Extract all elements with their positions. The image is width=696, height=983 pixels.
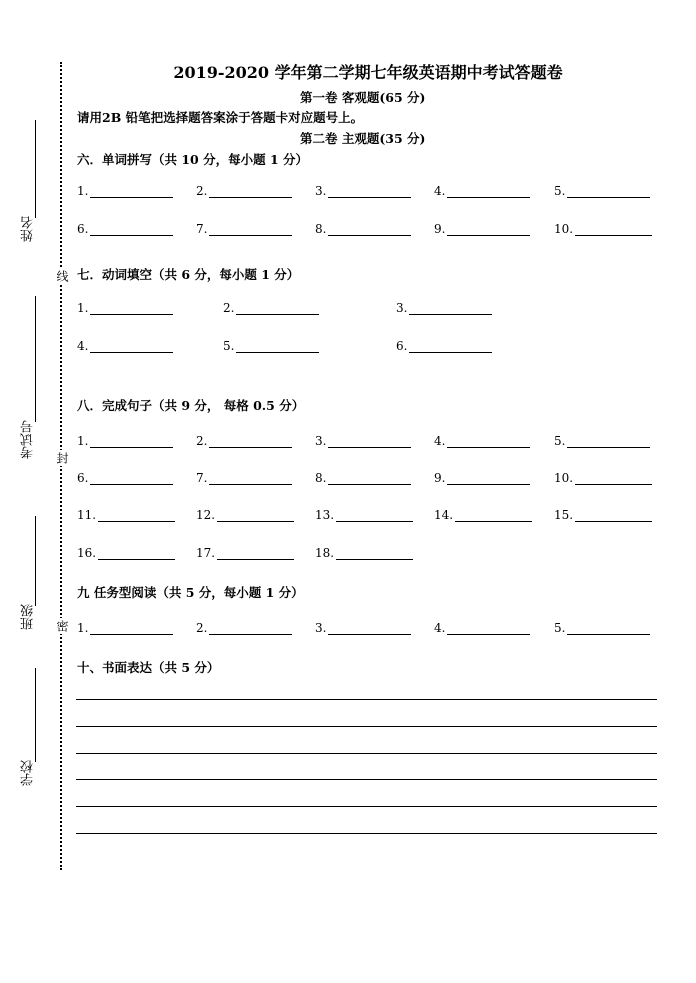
name-field-line (35, 120, 36, 218)
answer-line[interactable] (336, 547, 413, 560)
answer-blank-s8-17[interactable] (196, 546, 294, 560)
answer-blank-s8-6[interactable] (77, 471, 173, 485)
answer-line[interactable] (209, 223, 292, 236)
school-label: 学校 (21, 760, 36, 786)
answer-line[interactable] (328, 223, 411, 236)
answer-line[interactable] (567, 435, 650, 448)
question-number: 1. (77, 621, 89, 635)
answer-blank-s8-10[interactable] (554, 471, 652, 485)
question-number: 2. (196, 184, 208, 198)
question-number: 6. (77, 222, 89, 236)
answer-line[interactable] (447, 435, 530, 448)
answer-blank-s6-6[interactable] (77, 222, 173, 236)
answer-blank-s6-3[interactable] (315, 184, 411, 198)
answer-line[interactable] (90, 302, 173, 315)
answer-line[interactable] (336, 509, 413, 522)
answer-blank-s7-3[interactable] (396, 301, 492, 315)
answer-blank-s8-8[interactable] (315, 471, 411, 485)
answer-line[interactable] (567, 622, 650, 635)
question-number: 8. (315, 222, 327, 236)
answer-blank-s8-14[interactable] (434, 508, 532, 522)
answer-line[interactable] (90, 185, 173, 198)
page-title: 2019-2020 学年第二学期七年级英语期中考试答题卷 (173, 63, 563, 82)
school-field-line (35, 668, 36, 762)
question-number: 5. (223, 339, 235, 353)
exam-no-label: 考试号 (21, 420, 36, 459)
answer-blank-s6-9[interactable] (434, 222, 530, 236)
answer-line[interactable] (447, 185, 530, 198)
section-9-heading: 九 任务型阅读（共 5 分，每小题 1 分） (77, 585, 304, 600)
question-number: 1. (77, 301, 89, 315)
answer-line[interactable] (409, 302, 492, 315)
answer-line[interactable] (209, 472, 292, 485)
question-number: 12. (196, 508, 216, 522)
question-number: 5. (554, 434, 566, 448)
instruction-text: 请用2B 铅笔把选择题答案涂于答题卡对应题号上。 (77, 110, 364, 125)
answer-blank-s6-2[interactable] (196, 184, 292, 198)
answer-line[interactable] (236, 302, 319, 315)
question-number: 3. (396, 301, 408, 315)
question-number: 2. (196, 621, 208, 635)
question-number: 10. (554, 471, 574, 485)
section-10-heading: 十、书面表达（共 5 分） (77, 660, 220, 675)
question-number: 10. (554, 222, 574, 236)
question-number: 2. (223, 301, 235, 315)
answer-blank-s9-2[interactable] (196, 621, 292, 635)
seal-text-secret: 密 (55, 620, 69, 632)
answer-blank-s8-4[interactable] (434, 434, 530, 448)
question-number: 6. (77, 471, 89, 485)
answer-blank-s8-18[interactable] (315, 546, 413, 560)
answer-line[interactable] (98, 509, 175, 522)
answer-line[interactable] (328, 622, 411, 635)
answer-blank-s8-5[interactable] (554, 434, 650, 448)
section-6-heading: 六．单词拼写（共 10 分，每小题 1 分） (77, 152, 309, 167)
writing-line[interactable] (76, 806, 657, 807)
writing-line[interactable] (76, 699, 657, 700)
answer-blank-s8-2[interactable] (196, 434, 292, 448)
answer-blank-s8-13[interactable] (315, 508, 413, 522)
question-number: 9. (434, 222, 446, 236)
answer-blank-s8-12[interactable] (196, 508, 294, 522)
answer-blank-s6-4[interactable] (434, 184, 530, 198)
answer-line[interactable] (575, 223, 652, 236)
question-number: 18. (315, 546, 335, 560)
answer-line[interactable] (217, 509, 294, 522)
answer-line[interactable] (447, 472, 530, 485)
answer-blank-s6-10[interactable] (554, 222, 652, 236)
question-number: 3. (315, 184, 327, 198)
answer-blank-s7-6[interactable] (396, 339, 492, 353)
answer-blank-s8-9[interactable] (434, 471, 530, 485)
answer-blank-s9-4[interactable] (434, 621, 530, 635)
question-number: 1. (77, 184, 89, 198)
answer-blank-s6-7[interactable] (196, 222, 292, 236)
class-label: 班级 (21, 604, 36, 630)
question-number: 4. (434, 434, 446, 448)
question-number: 4. (434, 621, 446, 635)
answer-blank-s8-1[interactable] (77, 434, 173, 448)
answer-blank-s6-8[interactable] (315, 222, 411, 236)
question-number: 14. (434, 508, 454, 522)
question-number: 2. (196, 434, 208, 448)
answer-line[interactable] (90, 472, 173, 485)
answer-blank-s7-1[interactable] (77, 301, 173, 315)
answer-blank-s8-7[interactable] (196, 471, 292, 485)
answer-blank-s8-15[interactable] (554, 508, 652, 522)
writing-line[interactable] (76, 753, 657, 754)
writing-line[interactable] (76, 726, 657, 727)
section-8-heading: 八．完成句子（共 9 分， 每格 0.5 分） (77, 398, 305, 413)
question-number: 16. (77, 546, 97, 560)
answer-line[interactable] (90, 340, 173, 353)
answer-line[interactable] (209, 622, 292, 635)
part2-heading: 第二卷 主观题(35 分) (300, 131, 426, 146)
question-number: 5. (554, 184, 566, 198)
answer-blank-s6-5[interactable] (554, 184, 650, 198)
answer-line[interactable] (217, 547, 294, 560)
question-number: 4. (434, 184, 446, 198)
question-number: 1. (77, 434, 89, 448)
answer-line[interactable] (575, 509, 652, 522)
answer-line[interactable] (447, 622, 530, 635)
answer-blank-s8-3[interactable] (315, 434, 411, 448)
answer-blank-s7-5[interactable] (223, 339, 319, 353)
answer-line[interactable] (409, 340, 492, 353)
question-number: 17. (196, 546, 216, 560)
answer-line[interactable] (236, 340, 319, 353)
question-number: 9. (434, 471, 446, 485)
answer-blank-s6-1[interactable] (77, 184, 173, 198)
binding-dotted-line (60, 62, 62, 870)
section-7-heading: 七．动词填空（共 6 分，每小题 1 分） (77, 267, 300, 282)
question-number: 4. (77, 339, 89, 353)
answer-blank-s8-11[interactable] (77, 508, 175, 522)
answer-blank-s7-4[interactable] (77, 339, 173, 353)
answer-blank-s8-16[interactable] (77, 546, 175, 560)
question-number: 13. (315, 508, 335, 522)
answer-line[interactable] (90, 223, 173, 236)
answer-blank-s9-5[interactable] (554, 621, 650, 635)
answer-line[interactable] (328, 435, 411, 448)
question-number: 7. (196, 222, 208, 236)
answer-line[interactable] (567, 185, 650, 198)
answer-line[interactable] (455, 509, 532, 522)
writing-line[interactable] (76, 833, 657, 834)
question-number: 7. (196, 471, 208, 485)
answer-line[interactable] (209, 435, 292, 448)
part1-heading: 第一卷 客观题(65 分) (300, 90, 426, 105)
answer-line[interactable] (90, 622, 173, 635)
seal-text-seal: 封 (55, 452, 69, 464)
question-number: 6. (396, 339, 408, 353)
question-number: 3. (315, 621, 327, 635)
answer-line[interactable] (90, 435, 173, 448)
answer-line[interactable] (575, 472, 652, 485)
question-number: 11. (77, 508, 97, 522)
question-number: 15. (554, 508, 574, 522)
answer-line[interactable] (328, 185, 411, 198)
class-field-line (35, 516, 36, 606)
question-number: 5. (554, 621, 566, 635)
answer-line[interactable] (98, 547, 175, 560)
answer-blank-s7-2[interactable] (223, 301, 319, 315)
answer-blank-s9-3[interactable] (315, 621, 411, 635)
writing-line[interactable] (76, 779, 657, 780)
answer-line[interactable] (447, 223, 530, 236)
answer-blank-s9-1[interactable] (77, 621, 173, 635)
answer-line[interactable] (209, 185, 292, 198)
question-number: 8. (315, 471, 327, 485)
name-label: 姓名 (21, 216, 36, 242)
seal-text-line: 线 (55, 270, 69, 282)
answer-line[interactable] (328, 472, 411, 485)
exam-no-field-line (35, 296, 36, 422)
question-number: 3. (315, 434, 327, 448)
